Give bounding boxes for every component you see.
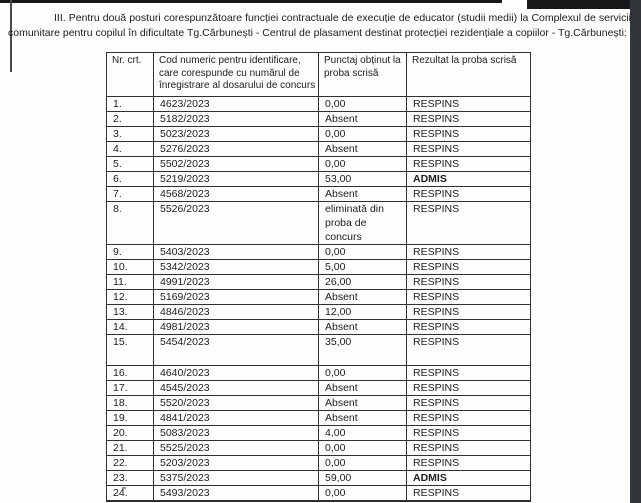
table-row (107, 187, 531, 202)
cell-punctaj: eliminată din proba de concurs (319, 202, 407, 245)
cell-nr: 22. (107, 456, 154, 471)
cell-punctaj: Absent (319, 396, 407, 411)
cell-punctaj: 59,00 (319, 471, 407, 486)
cell-punctaj: 0,00 (319, 127, 407, 142)
cell-nr: 4. (107, 142, 154, 157)
cell-nr: 15. (107, 335, 154, 366)
table-row (107, 245, 531, 260)
table-row (107, 127, 531, 142)
results-table-header (107, 53, 531, 97)
header-row (107, 53, 531, 97)
cell-punctaj: Absent (319, 320, 407, 335)
table-row (107, 396, 531, 411)
table-row (107, 456, 531, 471)
cell-nr: 6. (107, 172, 154, 187)
cell-punctaj: 0,00 (319, 366, 407, 381)
cell-cod: 4623/2023 (154, 97, 319, 112)
cell-nr: 20. (107, 426, 154, 441)
cell-punctaj: Absent (319, 187, 407, 202)
cell-nr: 9. (107, 245, 154, 260)
cell-nr: 19. (107, 411, 154, 426)
cell-cod: 5203/2023 (154, 456, 319, 471)
column-header-punctaj: Punctaj obținut la proba scrisă (319, 53, 407, 97)
cell-rezultat: RESPINS (407, 245, 531, 260)
scan-artifact-top-edge (0, 0, 502, 3)
cell-rezultat: RESPINS (407, 456, 531, 471)
table-row (107, 157, 531, 172)
cell-punctaj: 0,00 (319, 456, 407, 471)
cell-nr: 23. (107, 471, 154, 486)
cell-rezultat: RESPINS (407, 305, 531, 320)
table-row (107, 411, 531, 426)
results-table (106, 52, 531, 502)
cell-punctaj: 12,00 (319, 305, 407, 320)
cell-cod: 5520/2023 (154, 396, 319, 411)
cell-rezultat: RESPINS (407, 320, 531, 335)
cell-punctaj: 35,00 (319, 335, 407, 366)
cell-punctaj: Absent (319, 142, 407, 157)
cell-punctaj: 53,00 (319, 172, 407, 187)
cell-rezultat: RESPINS (407, 396, 531, 411)
cell-rezultat: RESPINS (407, 260, 531, 275)
cell-punctaj: 26,00 (319, 275, 407, 290)
cell-rezultat: RESPINS (407, 381, 531, 396)
cell-nr: 14. (107, 320, 154, 335)
cell-cod: 4640/2023 (154, 366, 319, 381)
cell-cod: 4991/2023 (154, 275, 319, 290)
cell-rezultat: RESPINS (407, 275, 531, 290)
cell-rezultat: RESPINS (407, 441, 531, 456)
cell-cod: 4568/2023 (154, 187, 319, 202)
cell-cod: 5182/2023 (154, 112, 319, 127)
cell-punctaj: 0,00 (319, 97, 407, 112)
cell-cod: 5276/2023 (154, 142, 319, 157)
cell-punctaj: 4,00 (319, 426, 407, 441)
cell-rezultat: RESPINS (407, 426, 531, 441)
cell-cod: 4846/2023 (154, 305, 319, 320)
results-table-body (107, 97, 531, 502)
cell-cod: 4981/2023 (154, 320, 319, 335)
cell-nr: 1. (107, 97, 154, 112)
table-row (107, 290, 531, 305)
cell-rezultat: RESPINS (407, 290, 531, 305)
cell-rezultat: RESPINS (407, 335, 531, 366)
scan-artifact-top-right-block (527, 0, 641, 9)
cell-cod: 5169/2023 (154, 290, 319, 305)
table-row (107, 97, 531, 112)
cell-cod: 4841/2023 (154, 411, 319, 426)
cell-nr: 8. (107, 202, 154, 245)
cell-cod: 5219/2023 (154, 172, 319, 187)
cell-punctaj: 0,00 (319, 245, 407, 260)
cell-cod: 5525/2023 (154, 441, 319, 456)
intro-paragraph: III. Pentru două posturi corespunzătoare funcției contractuale de execuție de educator (studii medii) la Complexul de servicii comunitare pentru copilul în dificultate Tg.Cărbunești - Centrul de plasament destinat protecției rezidențiale a copiilor - Tg.Cărbunești: (8, 12, 631, 39)
cell-nr: 16. (107, 366, 154, 381)
cell-nr: 3. (107, 127, 154, 142)
cell-punctaj: Absent (319, 112, 407, 127)
cell-punctaj: 0,00 (319, 157, 407, 172)
scan-artifact-right-edge (630, 0, 641, 503)
table-row (107, 426, 531, 441)
column-header-cod-numeric: Cod numeric pentru identificare, care corespunde cu numărul de înregistrare al dosarului de concurs (154, 53, 319, 97)
table-row (107, 172, 531, 187)
table-row (107, 486, 531, 502)
cell-rezultat: RESPINS (407, 187, 531, 202)
cell-rezultat: ADMIS (407, 471, 531, 486)
table-row (107, 441, 531, 456)
cell-nr: 7. (107, 187, 154, 202)
table-row (107, 142, 531, 157)
cell-rezultat: RESPINS (407, 157, 531, 172)
table-row (107, 366, 531, 381)
cell-rezultat: RESPINS (407, 411, 531, 426)
cell-rezultat: RESPINS (407, 142, 531, 157)
cell-cod: 5454/2023 (154, 335, 319, 366)
cell-nr: 12. (107, 290, 154, 305)
cell-cod: 5493/2023 (154, 486, 319, 502)
cell-rezultat: RESPINS (407, 366, 531, 381)
cell-punctaj: Absent (319, 411, 407, 426)
cell-rezultat: RESPINS (407, 486, 531, 502)
cell-rezultat: RESPINS (407, 202, 531, 245)
cell-nr: 21. (107, 441, 154, 456)
table-row (107, 275, 531, 290)
cell-cod: 5083/2023 (154, 426, 319, 441)
cell-cod: 4545/2023 (154, 381, 319, 396)
cell-nr: 18. (107, 396, 154, 411)
table-row (107, 202, 531, 245)
cell-punctaj: 0,00 (319, 441, 407, 456)
cell-nr: 10. (107, 260, 154, 275)
cell-rezultat: RESPINS (407, 127, 531, 142)
cell-nr: 13. (107, 305, 154, 320)
table-row (107, 320, 531, 335)
column-header-nr-crt: Nr. crt. (107, 53, 154, 97)
cell-punctaj: 5,00 (319, 260, 407, 275)
cell-cod: 5403/2023 (154, 245, 319, 260)
cell-cod: 5375/2023 (154, 471, 319, 486)
cell-punctaj: Absent (319, 290, 407, 305)
cell-nr: 24. (107, 486, 154, 502)
cell-cod: 5526/2023 (154, 202, 319, 245)
table-row (107, 335, 531, 366)
cell-cod: 5502/2023 (154, 157, 319, 172)
cell-nr: 17. (107, 381, 154, 396)
column-header-rezultat: Rezultat la proba scrisă (407, 53, 531, 97)
cell-rezultat: RESPINS (407, 97, 531, 112)
cell-punctaj: Absent (319, 381, 407, 396)
cell-cod: 5342/2023 (154, 260, 319, 275)
table-row (107, 381, 531, 396)
table-row (107, 112, 531, 127)
cell-rezultat: RESPINS (407, 112, 531, 127)
cell-punctaj: 0,00 (319, 486, 407, 502)
table-row (107, 260, 531, 275)
cell-nr: 5. (107, 157, 154, 172)
table-row (107, 471, 531, 486)
table-row (107, 305, 531, 320)
cell-rezultat: ADMIS (407, 172, 531, 187)
cell-cod: 5023/2023 (154, 127, 319, 142)
cell-nr: 11. (107, 275, 154, 290)
cell-nr: 2. (107, 112, 154, 127)
